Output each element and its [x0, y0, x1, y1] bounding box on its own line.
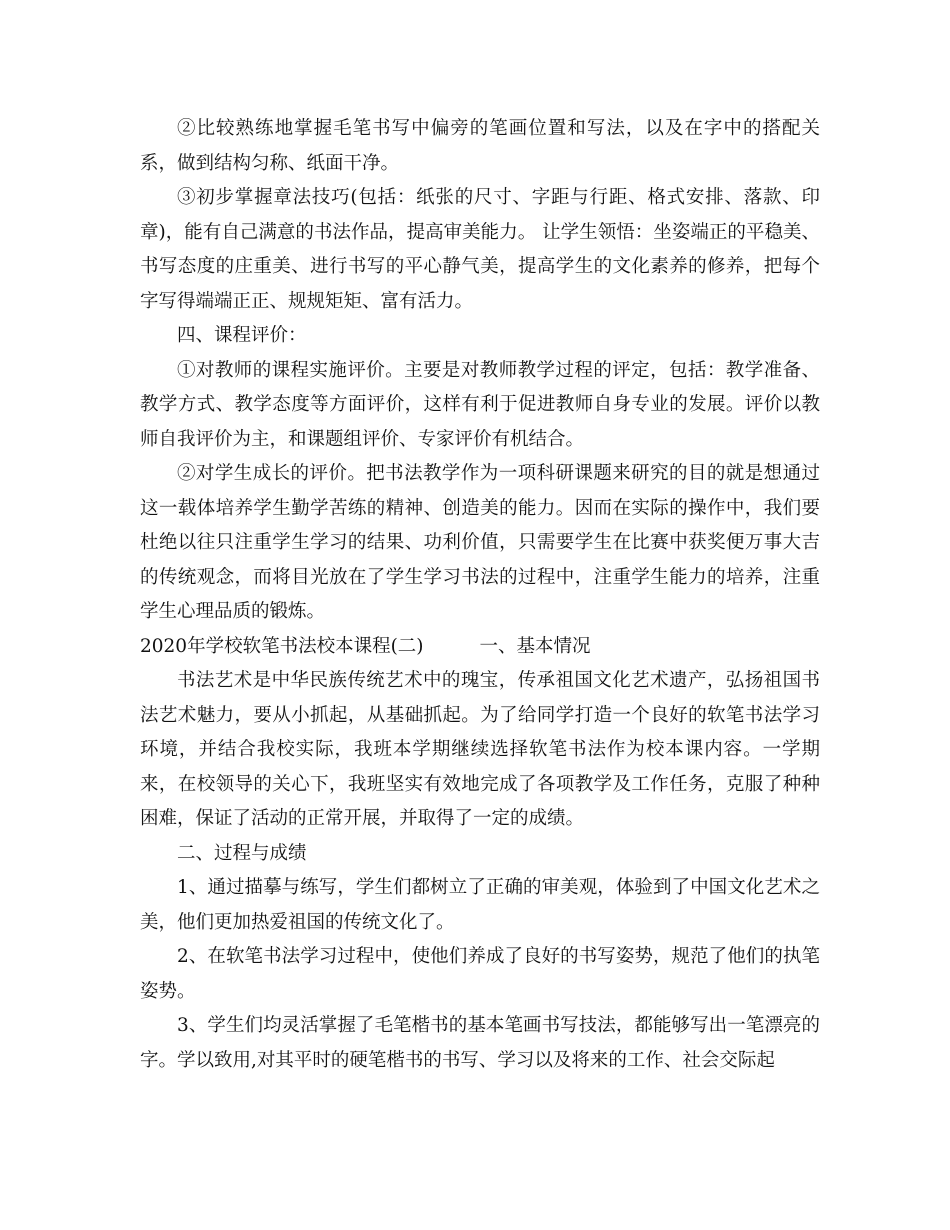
paragraph-result-3: 3、学生们均灵活掌握了毛笔楷书的基本笔画书写技法，都能够写出一笔漂亮的字。学以致用,对其平时的硬笔楷书的书写、学习以及将来的工作、社会交际起 [140, 1015, 820, 1071]
paragraph-result-2: 2、在软笔书法学习过程中，使他们养成了良好的书写姿势，规范了他们的执笔姿势。 [140, 946, 820, 1002]
paragraph-teacher-evaluation: ①对教师的课程实施评价。主要是对教师教学过程的评定，包括：教学准备、教学方式、教学态度等方面评价，这样有利于促进教师自身专业的发展。评价以教师自我评价为主，和课题组评价、专家评价有机结合。 [140, 359, 820, 450]
paragraph-student-evaluation: ②对学生成长的评价。把书法教学作为一项科研课题来研究的目的就是想通过这一载体培养学生勤学苦练的精神、创造美的能力。因而在实际的操作中，我们要杜绝以往只注重学生学习的结果、功利价值，只需要学生在比赛中获奖便万事大吉的传统观念，而将目光放在了学生学习书法的过程中，注重学生能力的培养，注重学生心理品质的锻炼。 [140, 463, 820, 622]
heading-course-evaluation: 四、课程评价： [177, 325, 307, 346]
section-heading-line [140, 630, 820, 665]
paragraph-background: 书法艺术是中华民族传统艺术中的瑰宝，传承祖国文化艺术遗产，弘扬祖国书法艺术魅力，要从小抓起，从基础抓起。为了给同学打造一个良好的软笔书法学习环境，并结合我校实际，我班本学期继续选择软笔书法作为校本课内容。一学期来，在校领导的关心下，我班坚实有效地完成了各项教学及工作任务，克服了种种困难，保证了活动的正常开展，并取得了一定的成绩。 [140, 670, 820, 829]
paragraph-stroke-mastery: ②比较熟练地掌握毛笔书写中偏旁的笔画位置和写法，以及在字中的搭配关系，做到结构匀称、纸面干净。 [140, 118, 820, 174]
document-page [140, 112, 820, 1078]
section-title: 2020年学校软笔书法校本课程(二) [140, 635, 424, 657]
paragraph-composition-skills: ③初步掌握章法技巧(包括：纸张的尺寸、字距与行距、格式安排、落款、印章)，能有自己满意的书法作品，提高审美能力。 让学生领悟：坐姿端正的平稳美、书写态度的庄重美、进行书写的平心静气美，提高学生的文化素养的修养，把每个字写得端端正正、规规矩矩、富有活力。 [140, 187, 820, 312]
section-subtitle: 一、基本情况 [479, 635, 591, 657]
paragraph-result-1: 1、通过描摹与练写，学生们都树立了正确的审美观，体验到了中国文化艺术之美，他们更加热爱祖国的传统文化了。 [140, 877, 820, 933]
heading-process-results: 二、过程与成绩 [177, 842, 307, 864]
